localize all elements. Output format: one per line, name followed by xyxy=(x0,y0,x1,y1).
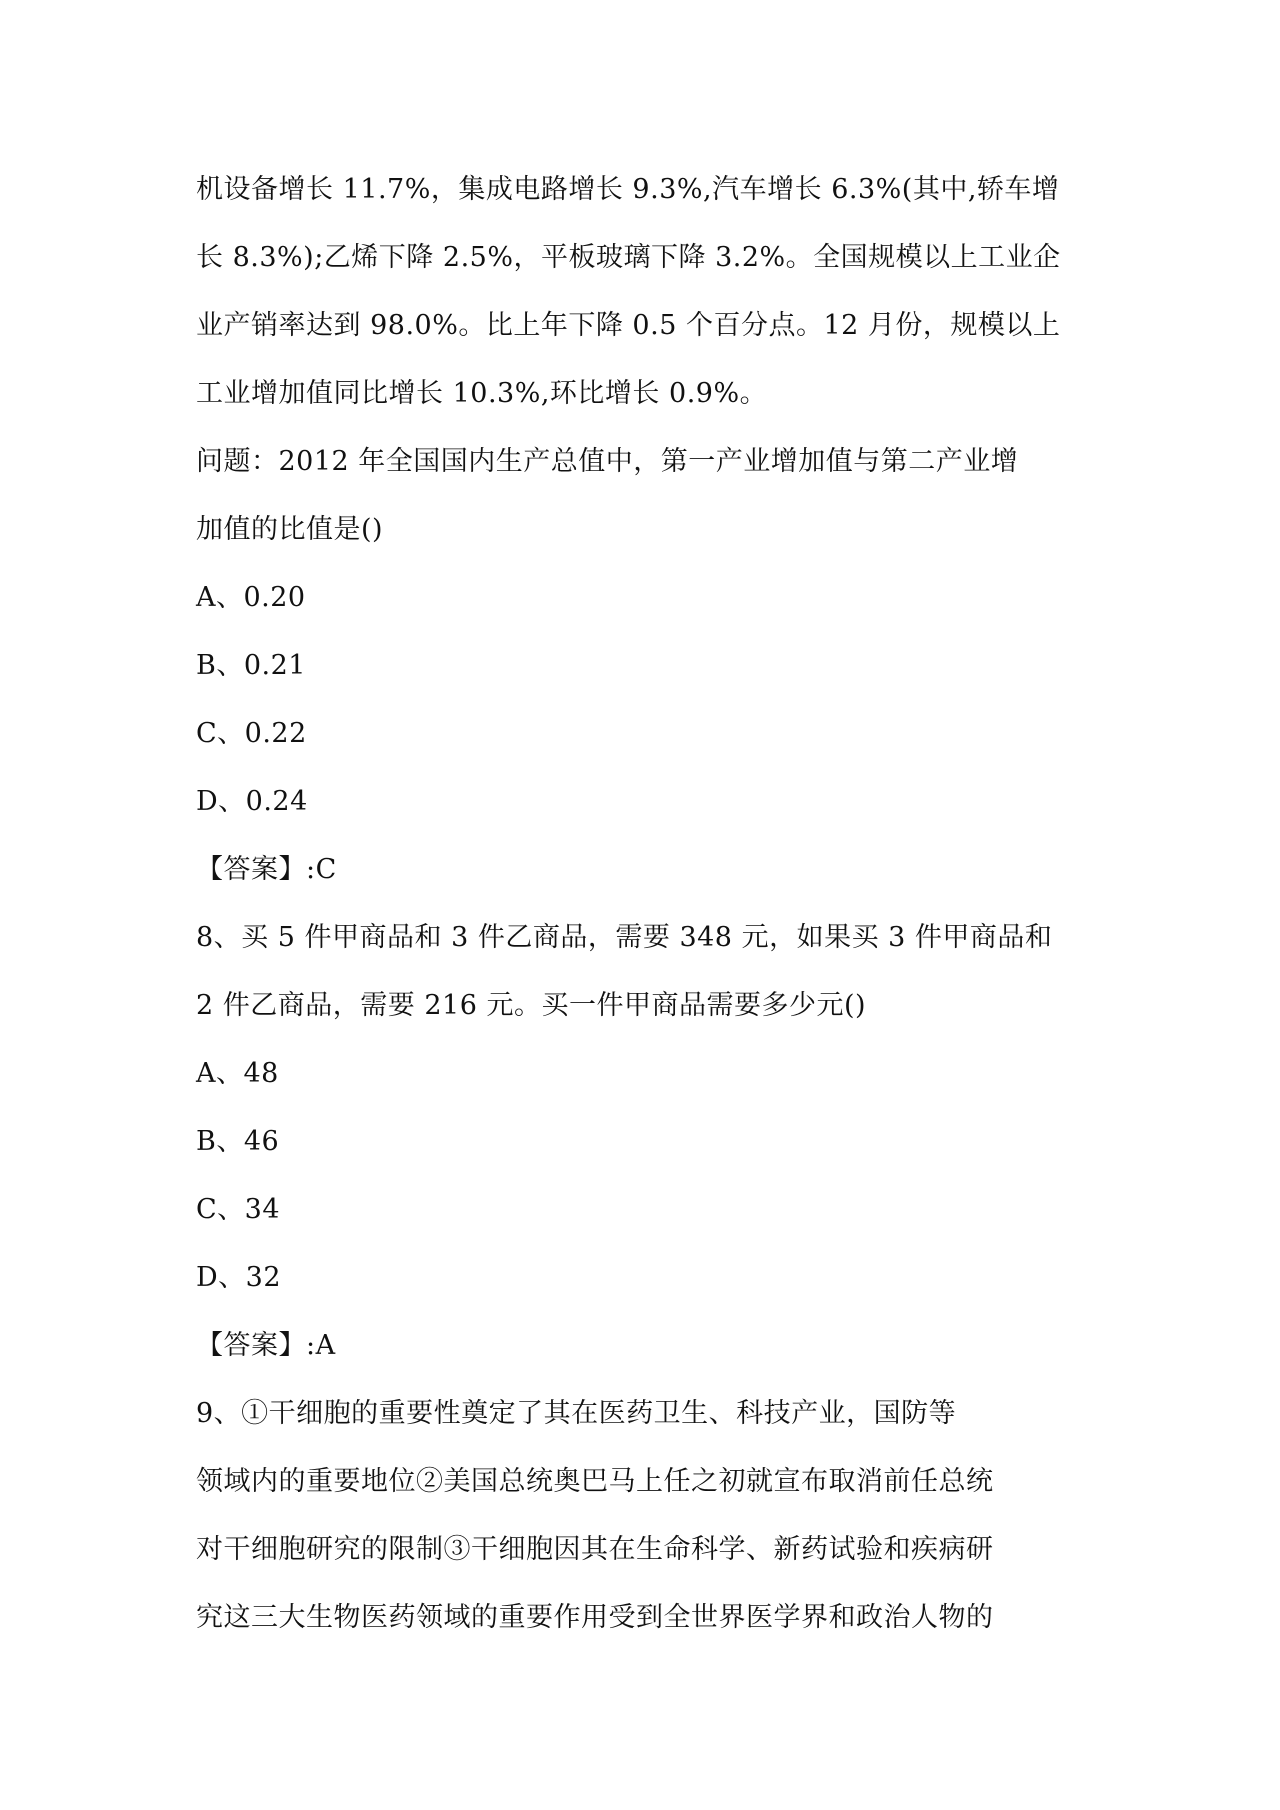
passage-line: 业产销率达到 98.0%。比上年下降 0.5 个百分点。12 月份，规模以上 xyxy=(196,310,1061,341)
option-d: D、32 xyxy=(196,1262,282,1293)
question-stem-line: 8、买 5 件甲商品和 3 件乙商品，需要 348 元，如果买 3 件甲商品和 xyxy=(196,922,1053,953)
question-stem-line: 究这三大生物医药领域的重要作用受到全世界医学界和政治人物的 xyxy=(196,1602,994,1633)
passage-line: 工业增加值同比增长 10.3%,环比增长 0.9%。 xyxy=(196,378,768,409)
answer: 【答案】:A xyxy=(196,1330,336,1361)
option-b: B、46 xyxy=(196,1126,280,1157)
option-c: C、34 xyxy=(196,1194,281,1225)
question-stem-line: 问题：2012 年全国国内生产总值中，第一产业增加值与第二产业增 xyxy=(196,446,1019,477)
option-a: A、0.20 xyxy=(196,582,306,613)
question-stem-line: 9、①干细胞的重要性奠定了其在医药卫生、科技产业，国防等 xyxy=(196,1398,957,1429)
option-d: D、0.24 xyxy=(196,786,308,817)
question-stem-line: 加值的比值是() xyxy=(196,514,384,545)
question-stem-line: 2 件乙商品，需要 216 元。买一件甲商品需要多少元() xyxy=(196,990,867,1021)
option-a: A、48 xyxy=(196,1058,279,1089)
passage-line: 机设备增长 11.7%，集成电路增长 9.3%,汽车增长 6.3%(其中,轿车增 xyxy=(196,174,1060,205)
passage-line: 长 8.3%);乙烯下降 2.5%，平板玻璃下降 3.2%。全国规模以上工业企 xyxy=(196,242,1061,273)
option-c: C、0.22 xyxy=(196,718,307,749)
question-stem-line: 对干细胞研究的限制③干细胞因其在生命科学、新药试验和疾病研 xyxy=(196,1534,994,1565)
question-stem-line: 领域内的重要地位②美国总统奥巴马上任之初就宣布取消前任总统 xyxy=(196,1466,994,1497)
answer: 【答案】:C xyxy=(196,854,337,885)
option-b: B、0.21 xyxy=(196,650,306,681)
